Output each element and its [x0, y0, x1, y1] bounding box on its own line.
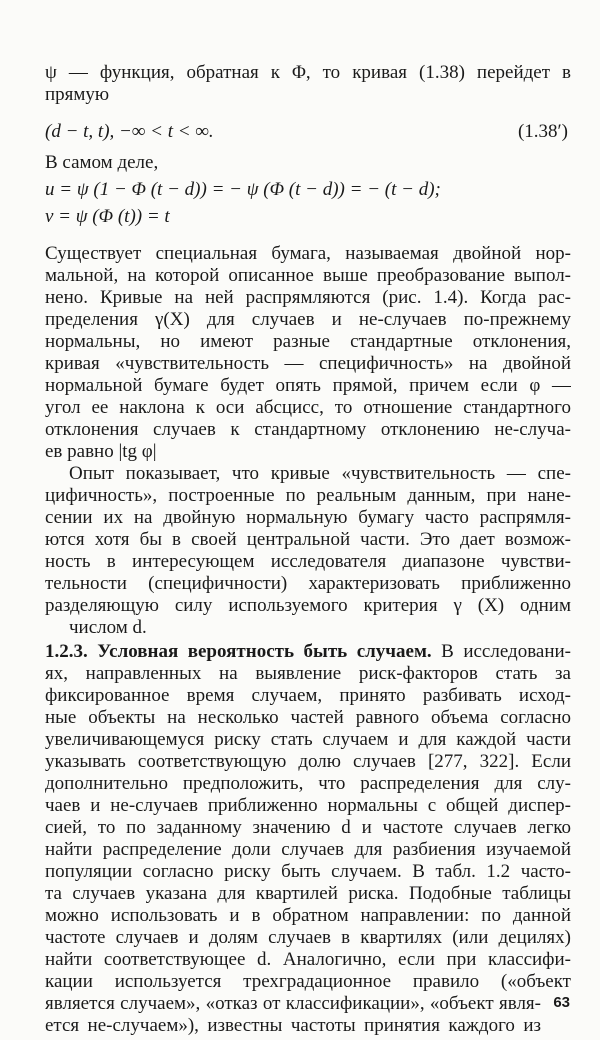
paragraph2-line: разделяющую силу используемого критерия γ (X) одним: [45, 595, 571, 616]
section-line: та случаев указана для квартилей риска. Подобные таблицы: [45, 883, 571, 904]
section-line: найти распределение доли случаев для разбиения изучаемой: [45, 839, 571, 860]
paragraph1-line: ев равно |tg φ|: [45, 441, 157, 462]
section-line: является случаем», «отказ от классификации», «объект явля-: [45, 993, 541, 1014]
section-line: дополнительно предположить, что распределения для слу-: [45, 773, 571, 794]
intro-line-1: ψ — функция, обратная к Φ, то кривая (1.38) перейдет в: [45, 62, 571, 83]
paragraph1-line: отклонения случаев к стандартному отклонению не-случа-: [45, 419, 571, 440]
section-line: можно использовать и в обратном направлении: по данной: [45, 905, 571, 926]
page-number: 63: [553, 994, 570, 1011]
paragraph2-line: числом d.: [69, 617, 147, 638]
section-line: найти соответствующее d. Аналогично, если при классифи-: [45, 949, 571, 970]
paragraph1-line: Существует специальная бумага, называемая двойной нор-: [45, 243, 571, 264]
paragraph2-line: Опыт показывает, что кривые «чувствительность — спе-: [69, 463, 571, 484]
section-first-line-rest: В исследовани-: [441, 641, 571, 662]
paragraph1-line: кривая «чувствительность — специфичность» на двойной: [45, 353, 571, 374]
intro-line-2: прямую: [45, 84, 110, 105]
section-line: сией, то по заданному значению d и частоте случаев легко: [45, 817, 571, 838]
paragraph1-line: нормальной бумаге будет опять прямой, причем если φ —: [45, 375, 571, 396]
section-line: кации используется трехградационное правило («объект: [45, 971, 571, 992]
paragraph2-line: цифичность», построенные по реальным данным, при нане-: [45, 485, 571, 506]
u-formula: u = ψ (1 − Φ (t − d)) = − ψ (Φ (t − d)) = − (t − d);: [45, 179, 441, 200]
paragraph2-line: ность в интересующем исследователя диапазоне чувстви-: [45, 551, 571, 572]
paragraph2-line: ются хотя бы в своей центральной части. Это дает возмож-: [45, 529, 571, 550]
section-line: ные объекты на несколько частей равного объема согласно: [45, 707, 571, 728]
equation-u: [45, 179, 441, 201]
equation-formula: (d − t, t), −∞ < t < ∞.: [45, 121, 214, 142]
section-heading-line: [45, 641, 571, 663]
paragraph1-line: угол ее наклона к оси абсцисс, то отношение стандартного: [45, 397, 571, 418]
section-line: ется не-случаем»), известны частоты принятия каждого из: [45, 1015, 541, 1036]
paragraph1-line: нено. Кривые на ней распрямляются (рис. 1.4). Когда рас-: [45, 287, 571, 308]
section-line: частоте случаев и долям случаев в квартилях (или децилях): [45, 927, 571, 948]
paragraph2-line: тельности (специфичности) характеризовать приближенно: [45, 573, 571, 594]
paragraph2-line: сении их на двойную нормальную бумагу часто распрямля-: [45, 507, 571, 528]
paragraph1-line: мальной, на которой описанное выше преобразование выпол-: [45, 265, 571, 286]
section-line: ях, направленных на выявление риск-факторов стать за: [45, 663, 571, 684]
section-line: увеличивающемуся риску стать случаем и для каждой части: [45, 729, 571, 750]
section-line: фиксированное время случаем, принято разбивать исход-: [45, 685, 571, 706]
equation-number: (1.38′): [517, 121, 568, 142]
section-line: популяции согласно риску быть случаем. В табл. 1.2 часто-: [45, 861, 571, 882]
section-line: указывать соответствующую долю случаев [277, 322]. Если: [45, 751, 571, 772]
equation-1-38-prime: [45, 121, 214, 143]
section-title: 1.2.3. Условная вероятность быть случаем.: [45, 641, 432, 662]
v-formula: v = ψ (Φ (t)) = t: [45, 206, 170, 227]
paragraph1-line: нормальны, но имеют разные стандартные отклонения,: [45, 331, 571, 352]
section-line: чаев и не-случаев приближенно нормальны с общей диспер-: [45, 795, 571, 816]
in-fact-label: В самом деле,: [45, 152, 159, 173]
equation-v: [45, 206, 170, 228]
paragraph1-line: пределения γ(X) для случаев и не-случаев по-прежнему: [45, 309, 571, 330]
